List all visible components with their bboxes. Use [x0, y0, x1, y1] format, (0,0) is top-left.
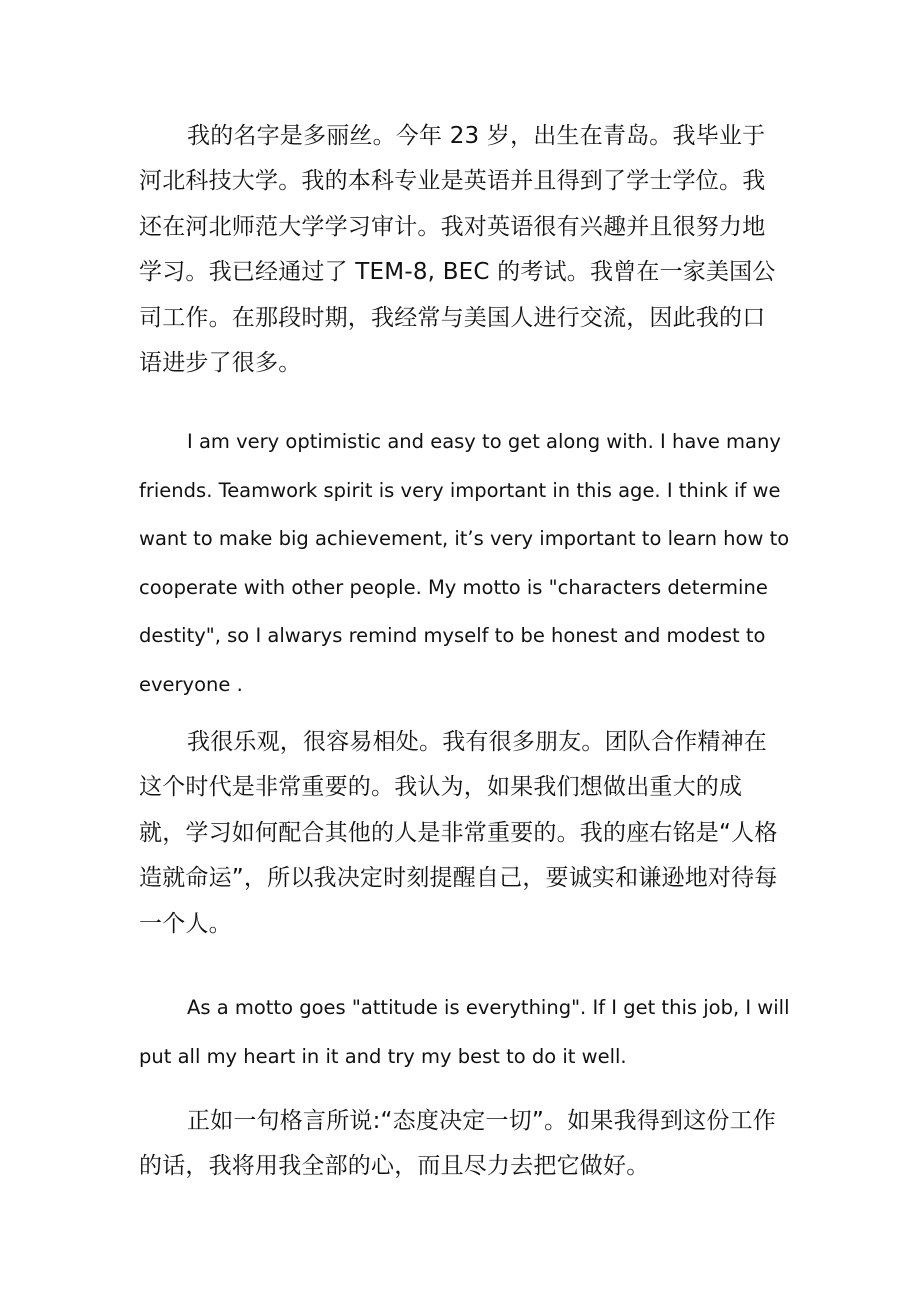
- paragraph-intro-chinese: 我的名字是多丽丝。今年 23 岁，出生在青岛。我毕业于河北科技大学。我的本科专业是英语并且得到了学士学位。我还在河北师范大学学习审计。我对英语很有兴趣并且很努力地学习。我已经通过了 TEM-8, BEC 的考试。我曾在一家美国公司工作。在那段时期，我经常与美国人进行交流，因此我的口语进步了很多。: [139, 123, 776, 377]
- paragraph-personality-english: I am very optimistic and easy to get along with. I have many friends. Teamwork spirit is very important in this age. I think if we want to make big achievement, it’s very important to learn how to cooperate with other people. My motto is "characters determine destity", so I alwarys remind myself to be honest and modest to everyone .: [139, 430, 790, 696]
- paragraph-motto-chinese: 正如一句格言所说:“态度决定一切”。如果我得到这份工作的话，我将用我全部的心，而且尽力去把它做好。: [139, 1108, 776, 1180]
- paragraph-motto-english: As a motto goes "attitude is everything". If I get this job, I will put all my heart in it and try my best to do it well.: [139, 996, 790, 1068]
- paragraph-personality-chinese: 我很乐观，很容易相处。我有很多朋友。团队合作精神在这个时代是非常重要的。我认为，如果我们想做出重大的成就，学习如何配合其他的人是非常重要的。我的座右铭是“人格造就命运”，所以我决定时刻提醒自己，要诚实和谦逊地对待每一个人。: [139, 729, 778, 937]
